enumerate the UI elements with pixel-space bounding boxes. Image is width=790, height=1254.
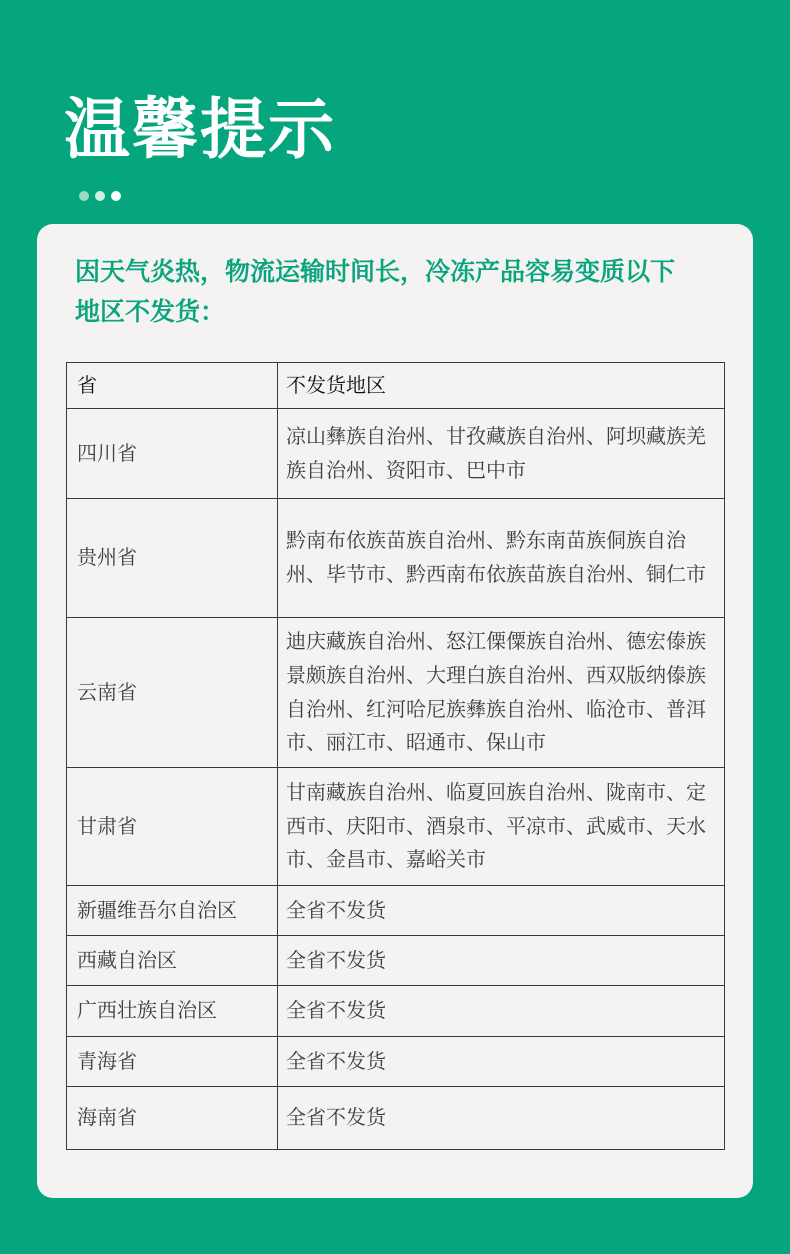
areas-cell: 迪庆藏族自治州、怒江傈僳族自治州、德宏傣族景颇族自治州、大理白族自治州、西双版纳傣族自治州、红河哈尼族彝族自治州、临沧市、普洱市、丽江市、昭通市、保山市 [278,618,725,768]
province-cell: 云南省 [67,618,278,768]
province-cell: 广西壮族自治区 [67,986,278,1037]
dot-1 [79,191,89,201]
province-cell: 四川省 [67,409,278,499]
table-row [67,409,725,499]
header-areas: 不发货地区 [278,363,725,409]
table-row [67,986,725,1037]
table-row [67,618,725,768]
header-province: 省 [67,363,278,409]
province-cell: 新疆维吾尔自治区 [67,886,278,936]
areas-cell: 甘南藏族自治州、临夏回族自治州、陇南市、定西市、庆阳市、酒泉市、平凉市、武威市、天水市、金昌市、嘉峪关市 [278,768,725,886]
table-row [67,499,725,618]
areas-cell: 全省不发货 [278,1087,725,1150]
province-cell: 青海省 [67,1037,278,1087]
areas-cell: 全省不发货 [278,886,725,936]
page-title: 温馨提示 [64,91,336,168]
no-shipping-table [66,362,725,1150]
areas-cell: 全省不发货 [278,936,725,986]
province-cell: 贵州省 [67,499,278,618]
table-row [67,1087,725,1150]
areas-cell: 黔南布依族苗族自治州、黔东南苗族侗族自治州、毕节市、黔西南布依族苗族自治州、铜仁市 [278,499,725,618]
areas-cell: 凉山彝族自治州、甘孜藏族自治州、阿坝藏族羌族自治州、资阳市、巴中市 [278,409,725,499]
province-cell: 海南省 [67,1087,278,1150]
province-cell: 甘肃省 [67,768,278,886]
table-row [67,886,725,936]
areas-cell: 全省不发货 [278,1037,725,1087]
notice-card [37,224,753,1198]
table-row [67,768,725,886]
notice-text: 因天气炎热，物流运输时间长，冷冻产品容易变质以下地区不发货： [75,257,676,326]
dot-2 [95,191,105,201]
table-row [67,1037,725,1087]
table-header-row [67,363,725,409]
dot-3 [111,191,121,201]
dots-indicator [79,191,121,201]
areas-cell: 全省不发货 [278,986,725,1037]
province-cell: 西藏自治区 [67,936,278,986]
table-row [67,936,725,986]
